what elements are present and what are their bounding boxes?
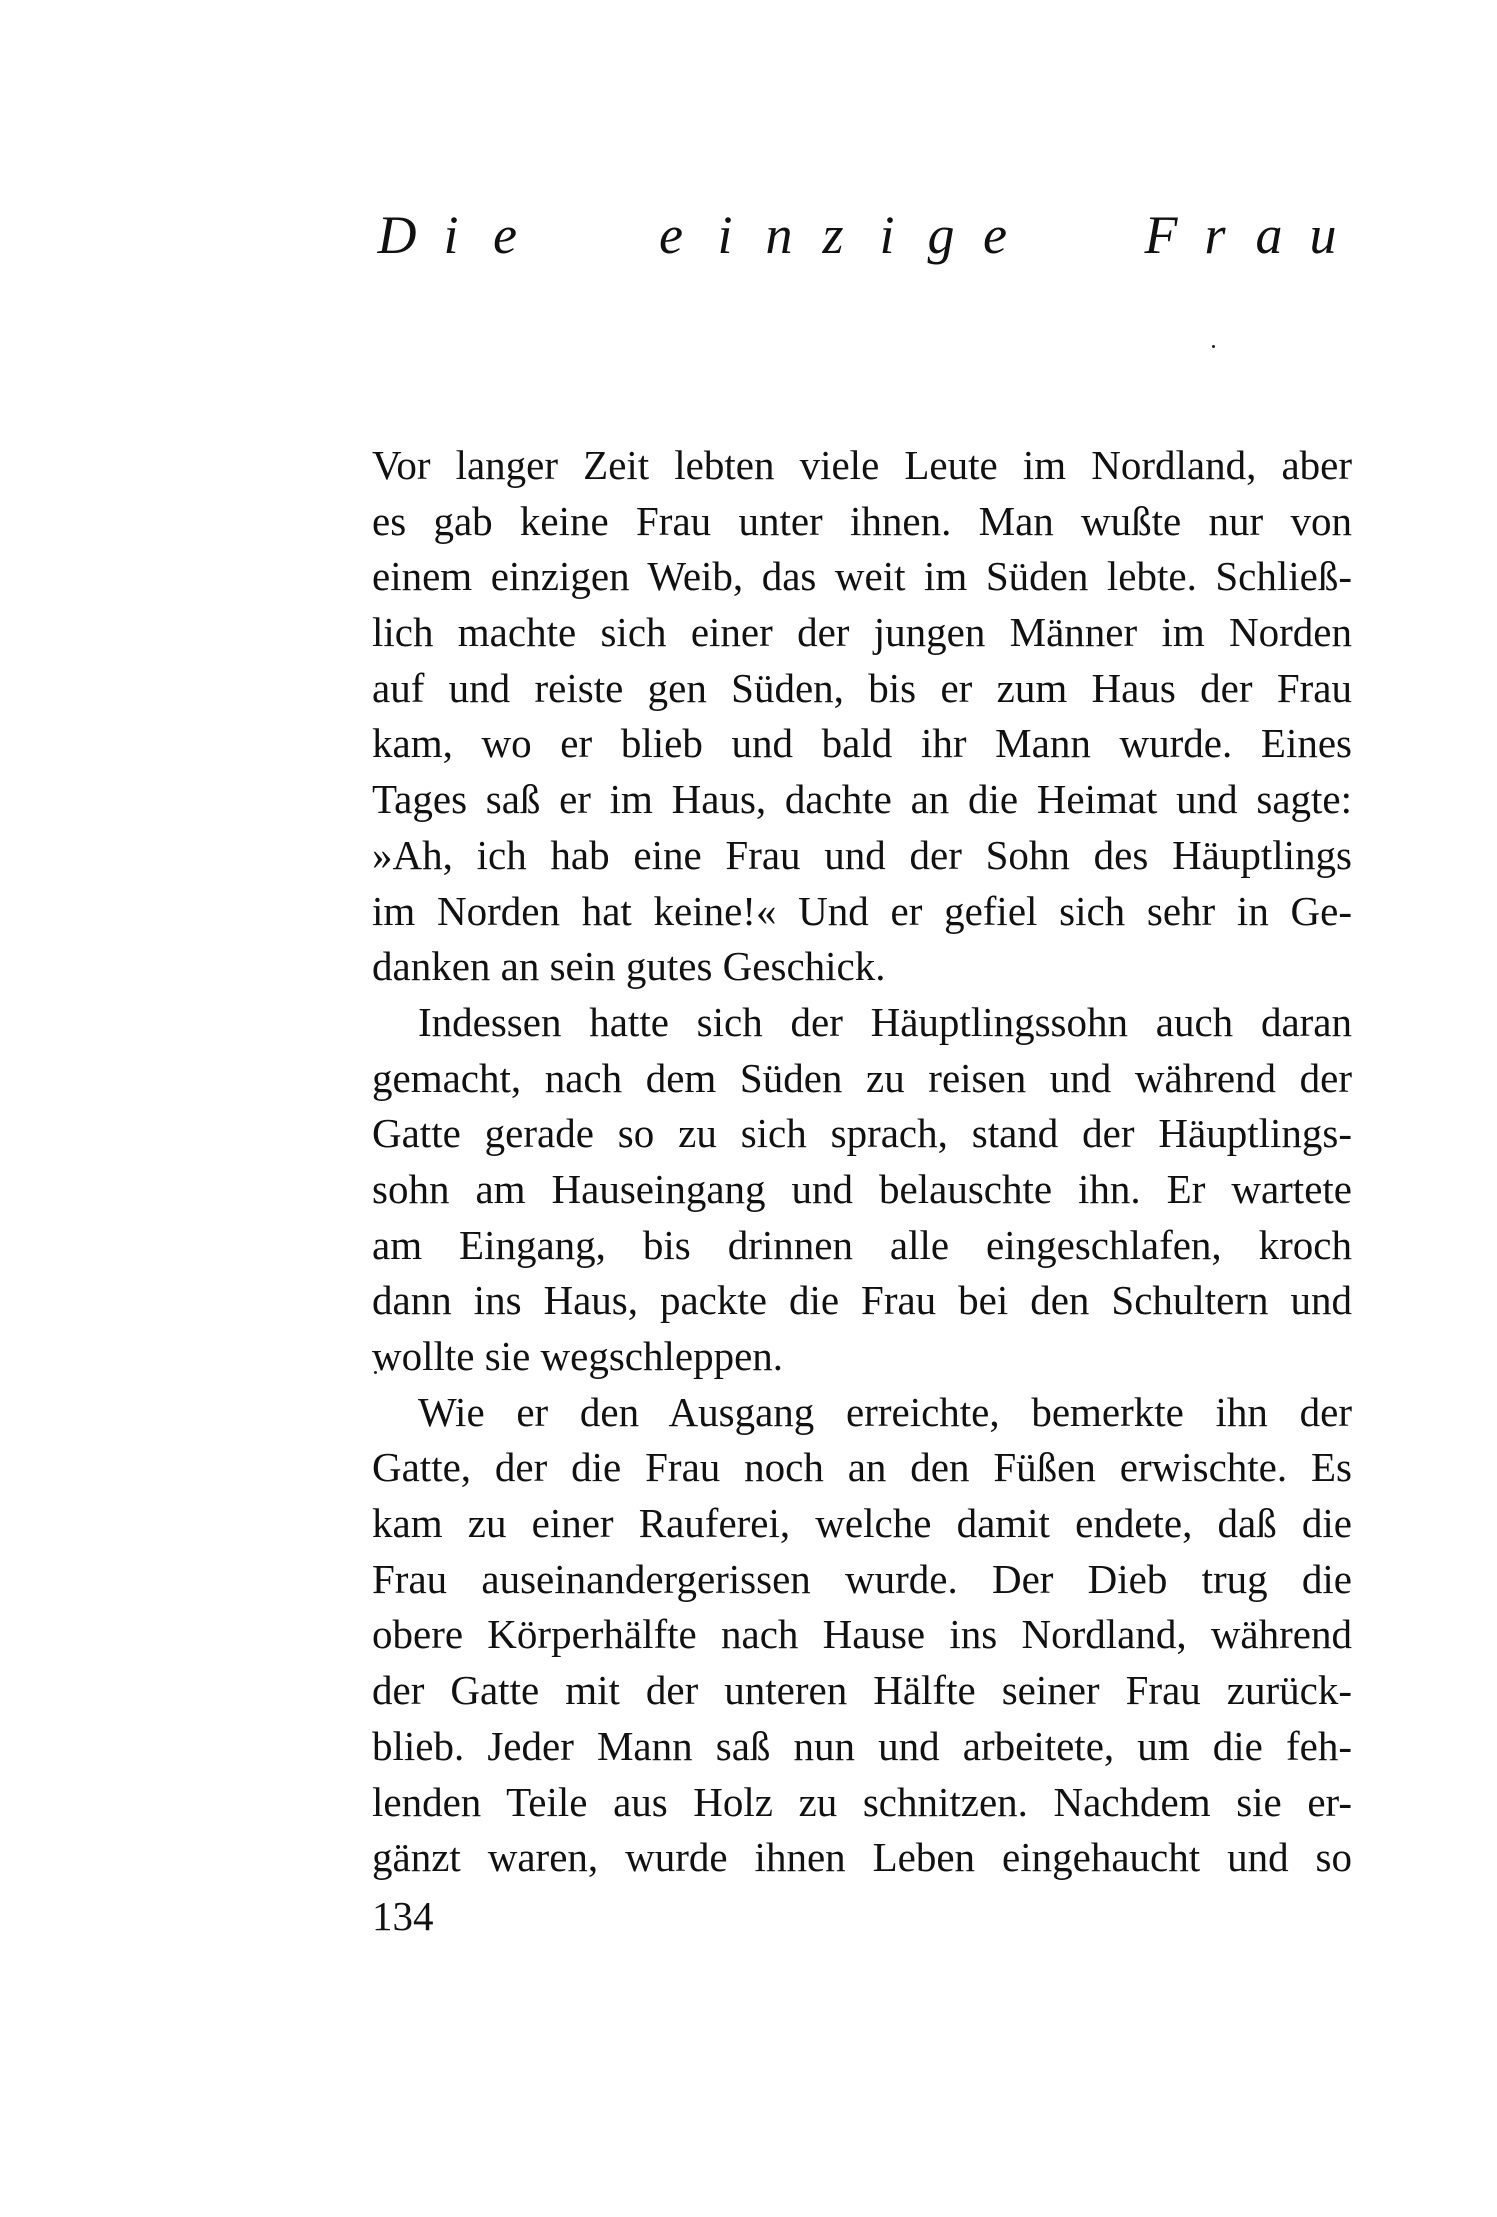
- text-line: kam zu einer Rauferei, welche damit endete, daß die: [372, 1500, 1352, 1547]
- text-line: einem einzigen Weib, das weit im Süden lebte. Schließ-: [372, 553, 1352, 600]
- text-line: obere Körperhälfte nach Hause ins Nordland, während: [372, 1611, 1352, 1658]
- text-line: Gatte gerade so zu sich sprach, stand der Häuptlings-: [372, 1110, 1352, 1157]
- page-number: 134: [372, 1893, 434, 1939]
- print-speck: [1212, 345, 1215, 348]
- text-line: kam, wo er blieb und bald ihr Mann wurde. Eines: [372, 720, 1352, 767]
- text-line: blieb. Jeder Mann saß nun und arbeitete, um die feh-: [372, 1722, 1352, 1769]
- text-line: der Gatte mit der unteren Hälfte seiner Frau zurück-: [372, 1667, 1352, 1714]
- text-line: Indessen hatte sich der Häuptlingssohn auch daran: [418, 998, 1352, 1045]
- title-letter: i: [443, 205, 459, 265]
- title-letter: e: [493, 205, 517, 265]
- page-title: [370, 200, 1350, 270]
- title-letter: i: [717, 205, 733, 265]
- title-letter: D: [377, 205, 417, 265]
- text-line: wollte sie wegschleppen.: [372, 1333, 784, 1379]
- text-line: es gab keine Frau unter ihnen. Man wußte nur von: [372, 497, 1352, 544]
- title-letter: e: [659, 205, 683, 265]
- title-word-die: [370, 200, 532, 270]
- text-line: dann ins Haus, packte die Frau bei den Schultern und: [372, 1277, 1352, 1324]
- title-word-frau: [1134, 200, 1350, 270]
- text-line: im Norden hat keine!« Und er gefiel sich sehr in Ge-: [372, 887, 1352, 934]
- text-line: »Ah, ich hab eine Frau und der Sohn des Häuptlings: [372, 831, 1352, 878]
- text-line: danken an sein gutes Geschick.: [372, 943, 886, 990]
- title-letter: n: [765, 205, 793, 265]
- paragraph-3: [372, 1385, 1352, 1886]
- text-line: Vor langer Zeit lebten viele Leute im Nordland, aber: [372, 442, 1352, 488]
- text-line: lenden Teile aus Holz zu schnitzen. Nachdem sie er-: [372, 1778, 1352, 1825]
- title-letter: r: [1204, 205, 1226, 265]
- title-letter: g: [927, 205, 955, 265]
- text-line: am Eingang, bis drinnen alle eingeschlafen, kroch: [372, 1221, 1352, 1268]
- paragraph-2: [372, 995, 1352, 1385]
- text-line: gemacht, nach dem Süden zu reisen und während der: [372, 1054, 1352, 1101]
- text-line: Tages saß er im Haus, dachte an die Heimat und sagte:: [372, 776, 1352, 823]
- text-line: Frau auseinandergerissen wurde. Der Dieb trug die: [372, 1555, 1352, 1602]
- text-line: auf und reiste gen Süden, bis er zum Haus der Frau: [372, 664, 1352, 711]
- body-text: [372, 438, 1352, 1886]
- text-line: sohn am Hauseingang und belauschte ihn. Er wartete: [372, 1165, 1352, 1212]
- text-line: Gatte, der die Frau noch an den Füßen erwischte. Es: [372, 1444, 1352, 1491]
- title-letter: F: [1144, 205, 1178, 265]
- title-letter: e: [983, 205, 1007, 265]
- paragraph-1: [372, 438, 1352, 995]
- text-line: Wie er den Ausgang erreichte, bemerkte ihn der: [418, 1388, 1352, 1435]
- title-letter: u: [1309, 205, 1337, 265]
- title-letter: a: [1255, 205, 1283, 265]
- title-letter: z: [822, 205, 844, 265]
- title-letter: i: [879, 205, 895, 265]
- text-line: lich machte sich einer der jungen Männer im Norden: [372, 609, 1352, 656]
- text-line: gänzt waren, wurde ihnen Leben eingehaucht und so: [372, 1834, 1352, 1881]
- title-word-einzige: [644, 200, 1022, 270]
